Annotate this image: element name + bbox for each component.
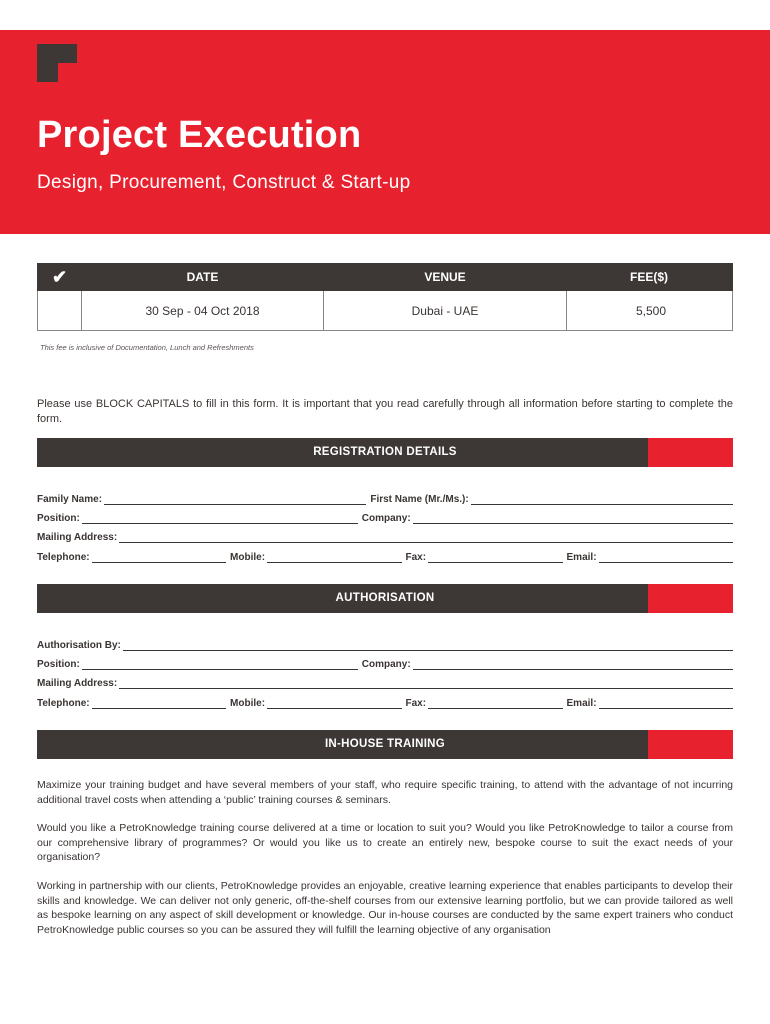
mailing-address-label: Mailing Address:	[37, 532, 118, 543]
fee-cell: 5,500	[567, 291, 733, 331]
email-field[interactable]	[599, 551, 733, 563]
mobile-label: Mobile:	[230, 552, 266, 563]
authorisation-section-header	[37, 584, 733, 613]
authorisation-position-row	[37, 654, 733, 670]
select-checkbox-cell[interactable]	[38, 291, 82, 331]
position-label: Position:	[37, 659, 80, 670]
registration-address-row	[37, 527, 733, 543]
intro-instructions: Please use BLOCK CAPITALS to fill in this form. It is important that you read carefully through all information before starting to complete the form.	[37, 398, 733, 425]
registration-name-row	[37, 489, 733, 505]
mailing-address-field[interactable]	[119, 677, 733, 689]
company-field[interactable]	[413, 658, 733, 670]
company-field[interactable]	[413, 512, 733, 524]
fax-field[interactable]	[428, 551, 562, 563]
registration-section-header	[37, 438, 733, 467]
fee-note: This fee is inclusive of Documentation, Lunch and Refreshments	[40, 343, 254, 352]
page-title: Project Execution	[37, 114, 362, 156]
fax-label: Fax:	[405, 552, 427, 563]
mobile-label: Mobile:	[230, 698, 266, 709]
table-row	[38, 291, 733, 331]
mailing-address-field[interactable]	[119, 531, 733, 543]
inhouse-section-header	[37, 730, 733, 759]
position-field[interactable]	[82, 512, 358, 524]
telephone-field[interactable]	[92, 551, 226, 563]
venue-cell: Dubai - UAE	[324, 291, 567, 331]
fax-label: Fax:	[405, 698, 427, 709]
mailing-address-label: Mailing Address:	[37, 678, 118, 689]
venue-column-header: VENUE	[324, 264, 567, 291]
date-column-header: DATE	[82, 264, 324, 291]
fax-field[interactable]	[428, 697, 562, 709]
authorised-by-field[interactable]	[123, 639, 733, 651]
section-title: IN-HOUSE TRAINING	[324, 738, 446, 750]
fee-column-header: FEE($)	[567, 264, 733, 291]
first-name-label: First Name (Mr./Ms.):	[370, 494, 469, 505]
registration-contact-row	[37, 547, 733, 563]
email-label: Email:	[566, 698, 597, 709]
telephone-field[interactable]	[92, 697, 226, 709]
section-title: REGISTRATION DETAILS	[313, 446, 457, 458]
position-field[interactable]	[82, 658, 358, 670]
mobile-field[interactable]	[267, 697, 401, 709]
inhouse-paragraph: Would you like a PetroKnowledge training course delivered at a time or location to suit you? Would you like PetroKnowledge to tailor a course from our comprehensive library of programmes? Or would you like us to create an entirely new, bespoke course to suit the exact needs of your organisation?	[37, 822, 733, 863]
telephone-label: Telephone:	[37, 552, 90, 563]
family-name-label: Family Name:	[37, 494, 103, 505]
position-label: Position:	[37, 513, 80, 524]
company-label: Company:	[361, 659, 411, 670]
family-name-field[interactable]	[104, 493, 366, 505]
first-name-field[interactable]	[471, 493, 733, 505]
course-schedule-table	[37, 263, 733, 331]
telephone-label: Telephone:	[37, 698, 90, 709]
email-field[interactable]	[599, 697, 733, 709]
page-subtitle: Design, Procurement, Construct & Start-up	[37, 172, 411, 193]
section-title: AUTHORISATION	[335, 592, 435, 604]
registration-position-row	[37, 508, 733, 524]
inhouse-paragraph: Maximize your training budget and have several members of your staff, who require specific training, to attend with the advantage of not incurring additional travel costs when attending a ‘public’ training courses & seminars.	[37, 779, 733, 806]
authorisation-by-row	[37, 635, 733, 651]
checkmark-icon: ✔	[51, 266, 68, 287]
mobile-field[interactable]	[267, 551, 401, 563]
email-label: Email:	[566, 552, 597, 563]
authorised-by-label: Authorisation By:	[37, 640, 121, 651]
inhouse-paragraph: Working in partnership with our clients, PetroKnowledge provides an enjoyable, creative learning experience that enables participants to develop their skills and knowledge. We can deliver not only generic, off-the-shelf courses from our extensive learning portfolio, but we can provide tailored as well as bespoke learning on any aspect of skill development or knowledge. Our in-house courses are conducted by the same expert trainers who conduct PetroKnowledge public courses so you can be assured they will fulfill the learning objective of any organisation	[37, 880, 733, 936]
company-label: Company:	[361, 513, 411, 524]
date-cell: 30 Sep - 04 Oct 2018	[82, 291, 324, 331]
authorisation-address-row	[37, 673, 733, 689]
brand-logo-icon	[37, 44, 77, 82]
authorisation-contact-row	[37, 693, 733, 709]
header-banner	[0, 30, 770, 234]
table-header-row	[38, 264, 733, 291]
select-column-header	[38, 264, 82, 291]
